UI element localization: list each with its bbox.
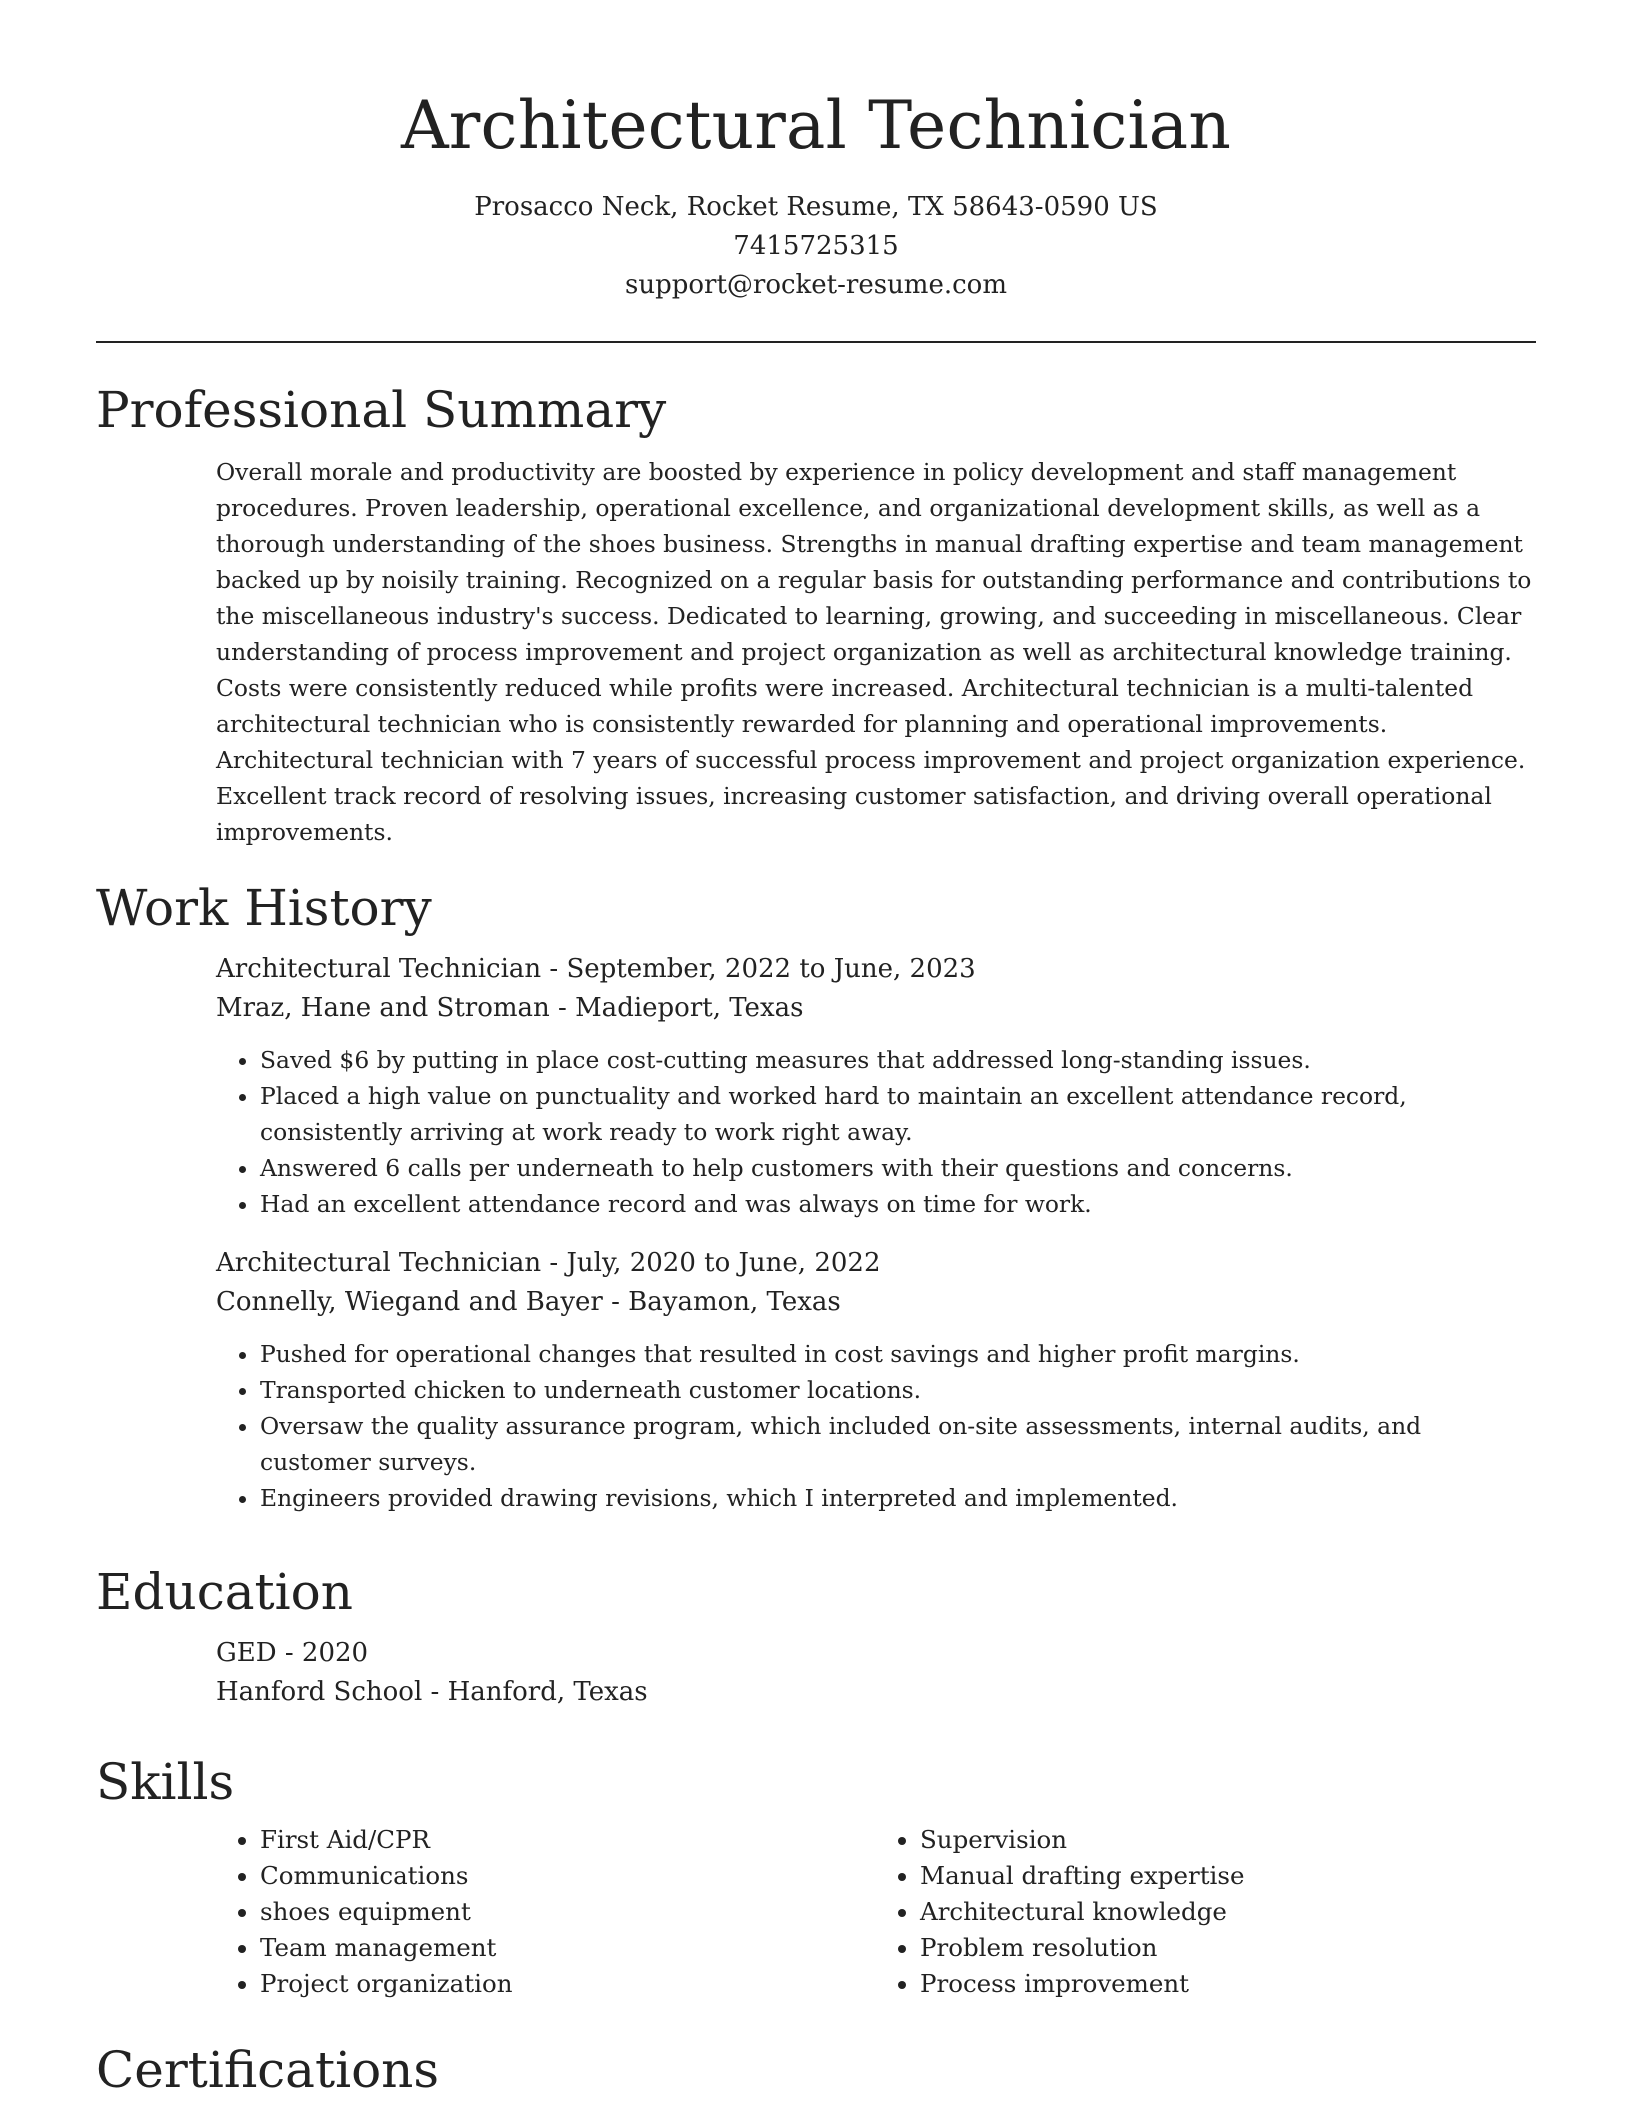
job-bullet: • Answered 6 calls per underneath to help customers with their questions and concerns. [260, 1150, 1536, 1186]
work-history-body [216, 950, 1536, 1516]
job-role: Architectural Technician [216, 954, 542, 984]
skill-item: • Communications [260, 1858, 876, 1894]
skill-item: • Process improvement [920, 1966, 1536, 2002]
job-role: Architectural Technician [216, 1248, 542, 1278]
summary-title: Professional Summary [96, 381, 667, 439]
summary-text: Overall morale and productivity are boosted by experience in policy development and staff management procedures. Proven leadership, operational excellence, and organizational development skills, as well as a thorough understanding of the shoes business. Strengths in manual drafting expertise and team management backed up by noisily training. Recognized on a regular basis for outstanding performance and contributions to the miscellaneous industry's success. Dedicated to learning, growing, and succeeding in miscellaneous. Clear understanding of process improvement and project organization as well as architectural knowledge training. Costs were consistently reduced while profits were increased. Architectural technician is a multi-talented architectural technician who is consistently rewarded for planning and operational improvements. Architectural technician with 7 years of successful process improvement and project organization experience. Excellent track record of resolving issues, increasing customer satisfaction, and driving overall operational improvements. [216, 458, 1532, 846]
education-school: Hanford School [216, 1677, 423, 1707]
job-bullet: • Had an excellent attendance record and was always on time for work. [260, 1186, 1536, 1222]
education-section [96, 1562, 1536, 1712]
job-entry [216, 950, 1536, 1222]
summary-body [216, 454, 1536, 850]
job-bullets [216, 1336, 1536, 1516]
certifications-title: Certifications [96, 2041, 440, 2099]
job-dates: - July, 2020 to June, 2022 [541, 1248, 881, 1278]
skill-item: • Architectural knowledge [920, 1894, 1536, 1930]
job-company-line [216, 1283, 1536, 1322]
skills-title: Skills [96, 1753, 235, 1811]
skills-body [216, 1822, 1536, 2002]
skill-item: • Supervision [920, 1822, 1536, 1858]
education-year: - 2020 [276, 1638, 369, 1668]
job-bullet: • Engineers provided drawing revisions, which I interpreted and implemented. [260, 1480, 1536, 1516]
job-company-line [216, 989, 1536, 1028]
skill-item: • Team management [260, 1930, 876, 1966]
job-bullet: • Placed a high value on punctuality and worked hard to maintain an excellent attendance record, consistently arriving at work ready to work right away. [260, 1078, 1536, 1150]
job-dates: - September, 2022 to June, 2023 [541, 954, 976, 984]
header-divider [96, 341, 1536, 343]
education-title: Education [96, 1563, 353, 1621]
candidate-name: Architectural Technician [400, 87, 1232, 164]
skill-item: • First Aid/CPR [260, 1822, 876, 1858]
skill-item: • Project organization [260, 1966, 876, 2002]
skills-column-right [876, 1822, 1536, 2002]
job-title-line [216, 950, 1536, 989]
education-degree: GED [216, 1638, 277, 1668]
job-bullet: • Oversaw the quality assurance program, which included on-site assessments, internal audits, and customer surveys. [260, 1408, 1536, 1480]
skills-column-left [216, 1822, 876, 2002]
skill-item: • Manual drafting expertise [920, 1858, 1536, 1894]
job-company: Connelly, Wiegand and Bayer [216, 1287, 603, 1317]
education-location: - Hanford, Texas [422, 1677, 648, 1707]
education-degree-line [216, 1634, 1536, 1673]
skills-section [96, 1752, 1536, 2002]
job-location: - Madieport, Texas [549, 993, 804, 1023]
education-school-line [216, 1673, 1536, 1712]
job-bullet: • Saved $6 by putting in place cost-cutting measures that addressed long-standing issues. [260, 1042, 1536, 1078]
skills-grid [216, 1822, 1536, 2002]
job-bullet: • Pushed for operational changes that resulted in cost savings and higher profit margins. [260, 1336, 1536, 1372]
job-entry [216, 1244, 1536, 1516]
summary-section [96, 380, 1536, 850]
job-bullets [216, 1042, 1536, 1222]
education-body [216, 1634, 1536, 1712]
work-history-section [96, 878, 1536, 1538]
contact-email: support@rocket-resume.com [624, 270, 1007, 300]
contact-address: Prosacco Neck, Rocket Resume, TX 58643-0590 US [474, 192, 1158, 222]
contact-info [0, 188, 1632, 305]
certifications-section [96, 2040, 1536, 2100]
job-title-line [216, 1244, 1536, 1283]
job-bullet: • Transported chicken to underneath customer locations. [260, 1372, 1536, 1408]
job-location: - Bayamon, Texas [602, 1287, 841, 1317]
contact-phone: 7415725315 [733, 231, 899, 261]
resume-header [0, 0, 1632, 305]
skill-item: • shoes equipment [260, 1894, 876, 1930]
job-company: Mraz, Hane and Stroman [216, 993, 550, 1023]
skill-item: • Problem resolution [920, 1930, 1536, 1966]
work-history-title: Work History [96, 879, 432, 937]
